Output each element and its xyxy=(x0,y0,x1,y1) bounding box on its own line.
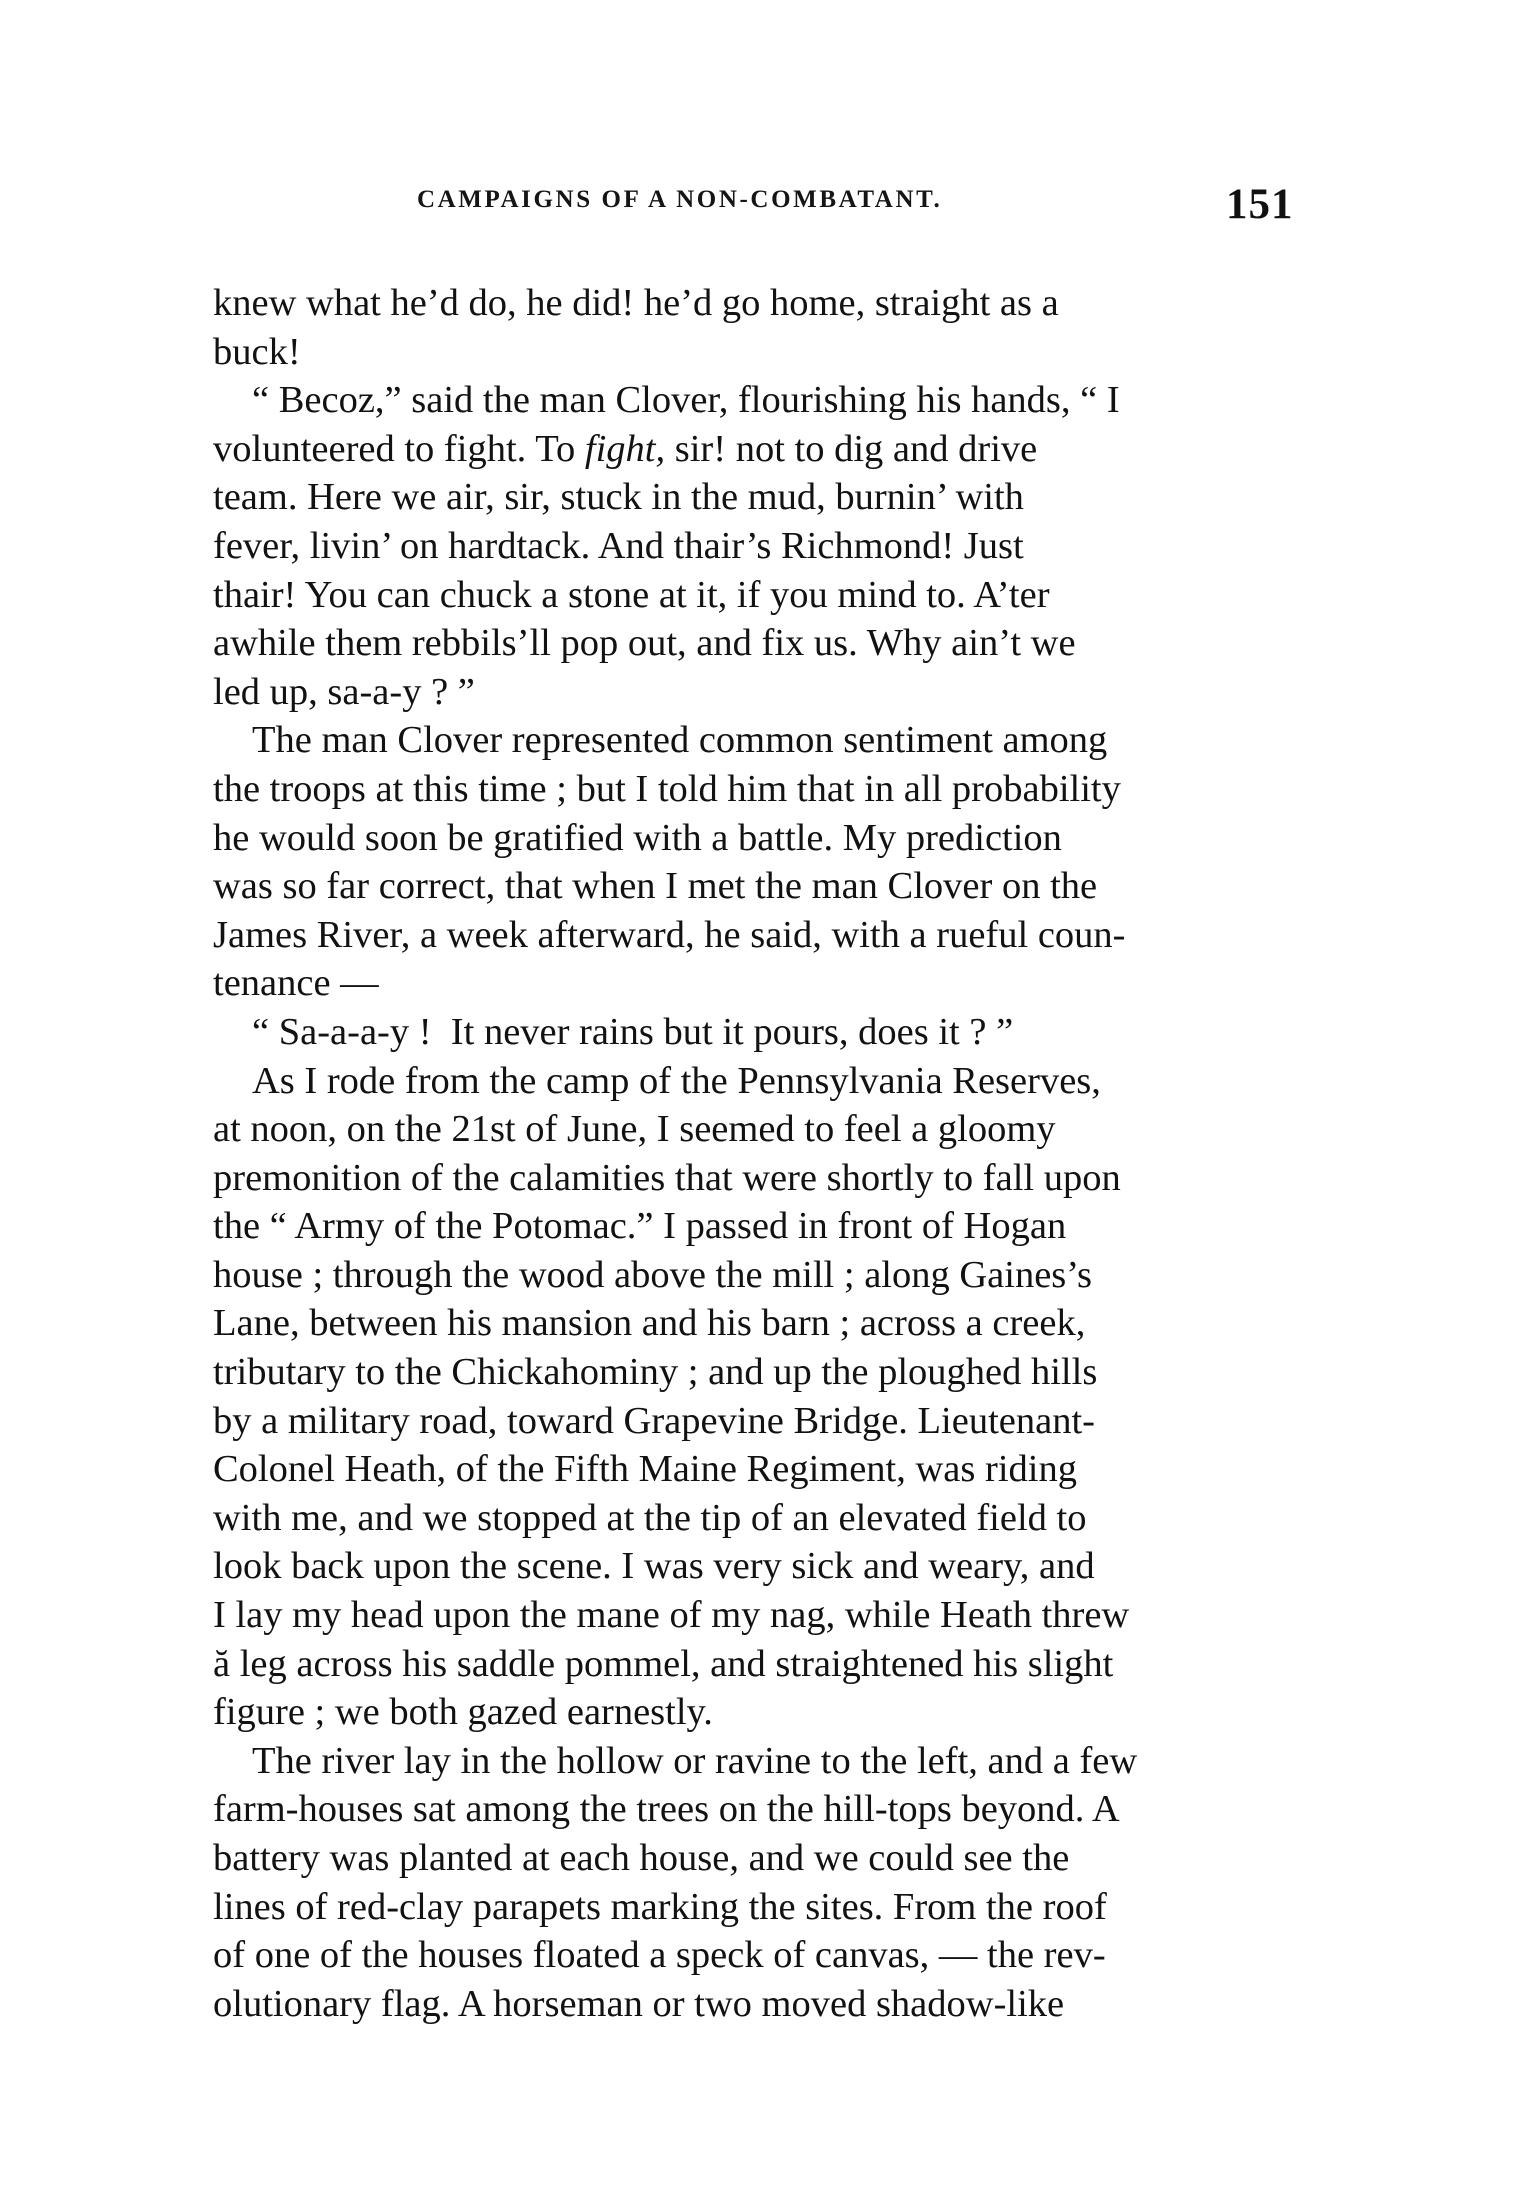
text-line: buck! xyxy=(213,330,301,373)
text-line: thair! You can chuck a stone at it, if you mind to. A’ter xyxy=(213,573,1050,616)
running-head: CAMPAIGNS OF A NON-COMBATANT. xyxy=(417,186,943,213)
text-line: As I rode from the camp of the Pennsylvania Reserves, xyxy=(252,1059,1101,1102)
text-line xyxy=(213,425,1297,474)
text-line: Lane, between his mansion and his barn ; across a creek, xyxy=(213,1302,1086,1345)
text-line: ă leg across his saddle pommel, and straightened his slight xyxy=(213,1642,1114,1685)
text-line: the “ Army of the Potomac.” I passed in front of Hogan xyxy=(213,1205,1067,1248)
text-segment: volunteered to fight. To xyxy=(213,427,585,470)
text-line: “ Becoz,” said the man Clover, flourishing his hands, “ I xyxy=(252,379,1120,422)
text-line: at noon, on the 21st of June, I seemed to feel a gloomy xyxy=(213,1108,1056,1151)
text-line: “ Sa-a-a-y ! It never rains but it pours, does it ? ” xyxy=(252,1010,1014,1053)
text-line: tributary to the Chickahominy ; and up the ploughed hills xyxy=(213,1351,1098,1394)
text-line: The river lay in the hollow or ravine to the left, and a few xyxy=(252,1739,1138,1782)
text-line: James River, a week afterward, he said, with a rueful coun- xyxy=(213,913,1126,956)
text-line: lines of red-clay parapets marking the sites. From the roof xyxy=(213,1885,1107,1928)
text-line: team. Here we air, sir, stuck in the mud, burnin’ with xyxy=(213,476,1024,519)
text-segment: sir! not to dig and drive xyxy=(665,427,1038,470)
text-line: led up, sa-a-y ? ” xyxy=(213,670,475,713)
text-line: battery was planted at each house, and we could see the xyxy=(213,1837,1070,1879)
text-line: house ; through the wood above the mill ; along Gaines’s xyxy=(213,1253,1092,1296)
text-line: The man Clover represented common sentiment among xyxy=(252,719,1108,762)
text-line: figure ; we both gazed earnestly. xyxy=(213,1691,713,1734)
body-text xyxy=(213,279,1297,2028)
text-line: he would soon be gratified with a battle. My prediction xyxy=(213,816,1062,859)
text-line: awhile them rebbils’ll pop out, and fix us. Why ain’t we xyxy=(213,622,1076,665)
text-line: I lay my head upon the mane of my nag, while Heath threw xyxy=(213,1594,1130,1637)
text-line: Colonel Heath, of the Fifth Maine Regiment, was riding xyxy=(213,1448,1077,1491)
italic-emphasis: fight, xyxy=(584,427,666,470)
text-line: was so far correct, that when I met the man Clover on the xyxy=(213,865,1098,908)
text-line: the troops at this time ; but I told him that in all probability xyxy=(213,767,1121,810)
text-line: premonition of the calamities that were shortly to fall upon xyxy=(213,1156,1121,1199)
text-line: look back upon the scene. I was very sick and weary, and xyxy=(213,1545,1095,1588)
text-line: by a military road, toward Grapevine Bridge. Lieutenant- xyxy=(213,1399,1095,1442)
text-line: olutionary flag. A horseman or two moved shadow-like xyxy=(213,1982,1065,2025)
text-line: knew what he’d do, he did! he’d go home, straight as a xyxy=(213,282,1059,324)
text-line: tenance — xyxy=(213,962,379,1005)
text-line: with me, and we stopped at the tip of an elevated field to xyxy=(213,1496,1087,1539)
page-number: 151 xyxy=(1226,181,1294,228)
text-line: fever, livin’ on hardtack. And thair’s Richmond! Just xyxy=(213,524,1024,567)
text-line: of one of the houses floated a speck of canvas, — the rev- xyxy=(213,1934,1106,1977)
text-line: farm-houses sat among the trees on the hill-tops beyond. A xyxy=(213,1788,1120,1831)
